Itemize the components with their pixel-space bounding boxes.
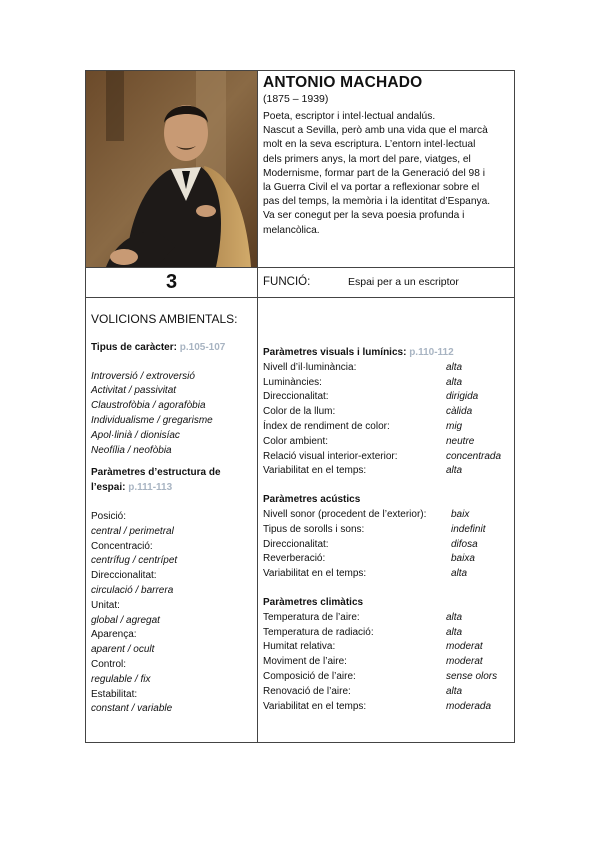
param-value: alta <box>446 361 463 373</box>
portrait-image <box>86 71 257 267</box>
param-row <box>263 450 513 465</box>
param-row <box>263 508 513 523</box>
visuals-heading <box>263 346 513 361</box>
param-label: Composició de l’aire: <box>263 670 356 682</box>
estructura-label: Concentració: <box>91 540 153 552</box>
person-name: ANTONIO MACHADO <box>263 74 423 91</box>
caracter-item: Introversió / extroversió <box>91 370 195 382</box>
param-value: moderat <box>446 656 483 668</box>
estructura-heading <box>91 481 253 496</box>
param-value: mig <box>446 420 463 432</box>
climatics-title: Paràmetres climàtics <box>263 596 364 608</box>
param-row <box>263 538 513 553</box>
param-value: indefinit <box>451 523 486 535</box>
caracter-item: Neofília / neofòbia <box>91 444 172 456</box>
divider-vertical-top <box>257 71 258 267</box>
param-value: alta <box>446 611 463 623</box>
param-row <box>263 567 513 582</box>
estructura-value: central / perimetral <box>91 525 174 537</box>
param-row <box>263 420 513 435</box>
estructura-label: Direccionalitat: <box>91 570 157 582</box>
estructura-value: circulació / barrera <box>91 584 174 596</box>
estructura-label: Estabilitat: <box>91 688 138 700</box>
bio-line: pas del temps, la memòria i la identitat d’Espanya. <box>263 196 491 208</box>
param-label: Moviment de l’aire: <box>263 656 347 668</box>
estructura-value: aparent / ocult <box>91 644 155 656</box>
param-row <box>263 464 513 479</box>
param-label: Variabilitat en el temps: <box>263 700 367 712</box>
param-row <box>263 626 513 641</box>
visuals-page-ref: p.110-112 <box>409 347 454 358</box>
estructura-label: Unitat: <box>91 599 120 611</box>
param-row <box>263 640 513 655</box>
visuals-title: Paràmetres visuals i lumínics: <box>263 347 407 358</box>
param-value: baixa <box>451 553 475 565</box>
acustics-title: Paràmetres acústics <box>263 494 361 506</box>
estructura-label: Control: <box>91 658 127 670</box>
param-value: alta <box>446 626 463 638</box>
param-label: Índex de rendiment de color: <box>263 420 390 432</box>
estructura-title: Paràmetres d’estructura de <box>91 467 221 479</box>
section-title: VOLICIONS AMBIENTALS: <box>91 312 238 326</box>
estructura-value: regulable / fix <box>91 673 151 685</box>
param-label: Direccionalitat: <box>263 538 329 550</box>
param-row <box>263 405 513 420</box>
param-label: Variabilitat en el temps: <box>263 465 367 477</box>
param-label: Reverberació: <box>263 553 326 565</box>
param-label: Tipus de sorolls i sons: <box>263 523 365 535</box>
param-label: Direccionalitat: <box>263 391 329 403</box>
param-label: Temperatura de radiació: <box>263 626 374 638</box>
param-row <box>263 523 513 538</box>
param-label: Variabilitat en el temps: <box>263 568 367 580</box>
param-row <box>263 700 513 715</box>
param-value: alta <box>446 685 463 697</box>
param-label: Relació visual interior-exterior: <box>263 450 398 462</box>
caracter-title: Tipus de caràcter: <box>91 341 177 353</box>
param-row <box>263 376 513 391</box>
param-value: neutre <box>446 435 475 447</box>
param-value: concentrada <box>446 450 502 462</box>
funcio-value: Espai per a un escriptor <box>348 276 459 288</box>
bio-line: molt en la seva escriptura. L’entorn intel·lectual <box>263 139 476 151</box>
caracter-item: Activitat / passivitat <box>91 385 177 397</box>
param-value: alta <box>446 376 463 388</box>
bio-line: Va ser conegut per la seva poesia profunda i <box>263 210 465 222</box>
estructura-value: global / agregat <box>91 614 160 626</box>
estructura-page-ref: p.111-113 <box>128 482 173 494</box>
profile-card <box>85 70 515 743</box>
param-row <box>263 655 513 670</box>
bio-line: melancòlica. <box>263 224 320 236</box>
funcio-label: FUNCIÓ: <box>263 276 311 288</box>
param-row <box>263 670 513 685</box>
param-label: Renovació de l’aire: <box>263 685 351 697</box>
bio-text <box>263 110 511 238</box>
estructura-label: Posició: <box>91 510 127 522</box>
caracter-item: Apol·linià / dionisíac <box>91 429 180 441</box>
caracter-item: Claustrofòbia / agorafòbia <box>91 400 206 412</box>
bio-block <box>263 73 511 238</box>
estructura-value: centrífug / centrípet <box>91 555 178 567</box>
param-label: Nivell sonor (procedent de l’exterior): <box>263 508 427 520</box>
person-years: (1875 – 1939) <box>263 93 329 105</box>
param-label: Nivell d’il·luminància: <box>263 361 357 373</box>
param-label: Color ambient: <box>263 435 329 447</box>
param-row <box>263 390 513 405</box>
caracter-page-ref: p.105-107 <box>179 341 226 353</box>
bio-line: la Guerra Civil el va portar a reflexionar sobre el <box>263 182 480 194</box>
param-value: moderat <box>446 641 483 653</box>
estructura-title-2: l’espai: <box>91 482 126 494</box>
param-value: càlida <box>446 406 473 418</box>
param-row <box>263 552 513 567</box>
right-column <box>263 346 513 714</box>
param-label: Luminàncies: <box>263 376 322 388</box>
param-label: Temperatura de l’aire: <box>263 611 360 623</box>
divider-horizontal-2 <box>86 297 514 298</box>
param-row <box>263 361 513 376</box>
param-row <box>263 685 513 700</box>
param-value: dirigida <box>446 391 479 403</box>
param-value: difosa <box>451 538 478 550</box>
caracter-heading <box>91 341 253 356</box>
card-number: 3 <box>165 271 178 293</box>
estructura-label: Aparença: <box>91 629 137 641</box>
param-value: alta <box>451 568 468 580</box>
param-value: sense olors <box>446 670 498 682</box>
param-value: baix <box>451 508 470 520</box>
param-row <box>263 611 513 626</box>
bio-line: dels primers anys, la mort del pare, viatges, el <box>263 153 471 165</box>
bio-line: Poeta, escriptor i intel·lectual andalús. <box>263 111 436 122</box>
caracter-item: Individualisme / gregarisme <box>91 414 213 426</box>
left-column <box>91 312 253 717</box>
param-label: Color de la llum: <box>263 406 336 418</box>
estructura-value: constant / variable <box>91 703 173 715</box>
bio-line: Modernisme, formar part de la Generació del 98 i <box>263 167 485 179</box>
param-value: moderada <box>446 700 492 712</box>
param-value: alta <box>446 465 463 477</box>
bio-line: Nascut a Sevilla, però amb una vida que el marcà <box>263 125 488 137</box>
param-row <box>263 435 513 450</box>
param-label: Humitat relativa: <box>263 641 336 653</box>
divider-vertical-main <box>257 267 258 743</box>
